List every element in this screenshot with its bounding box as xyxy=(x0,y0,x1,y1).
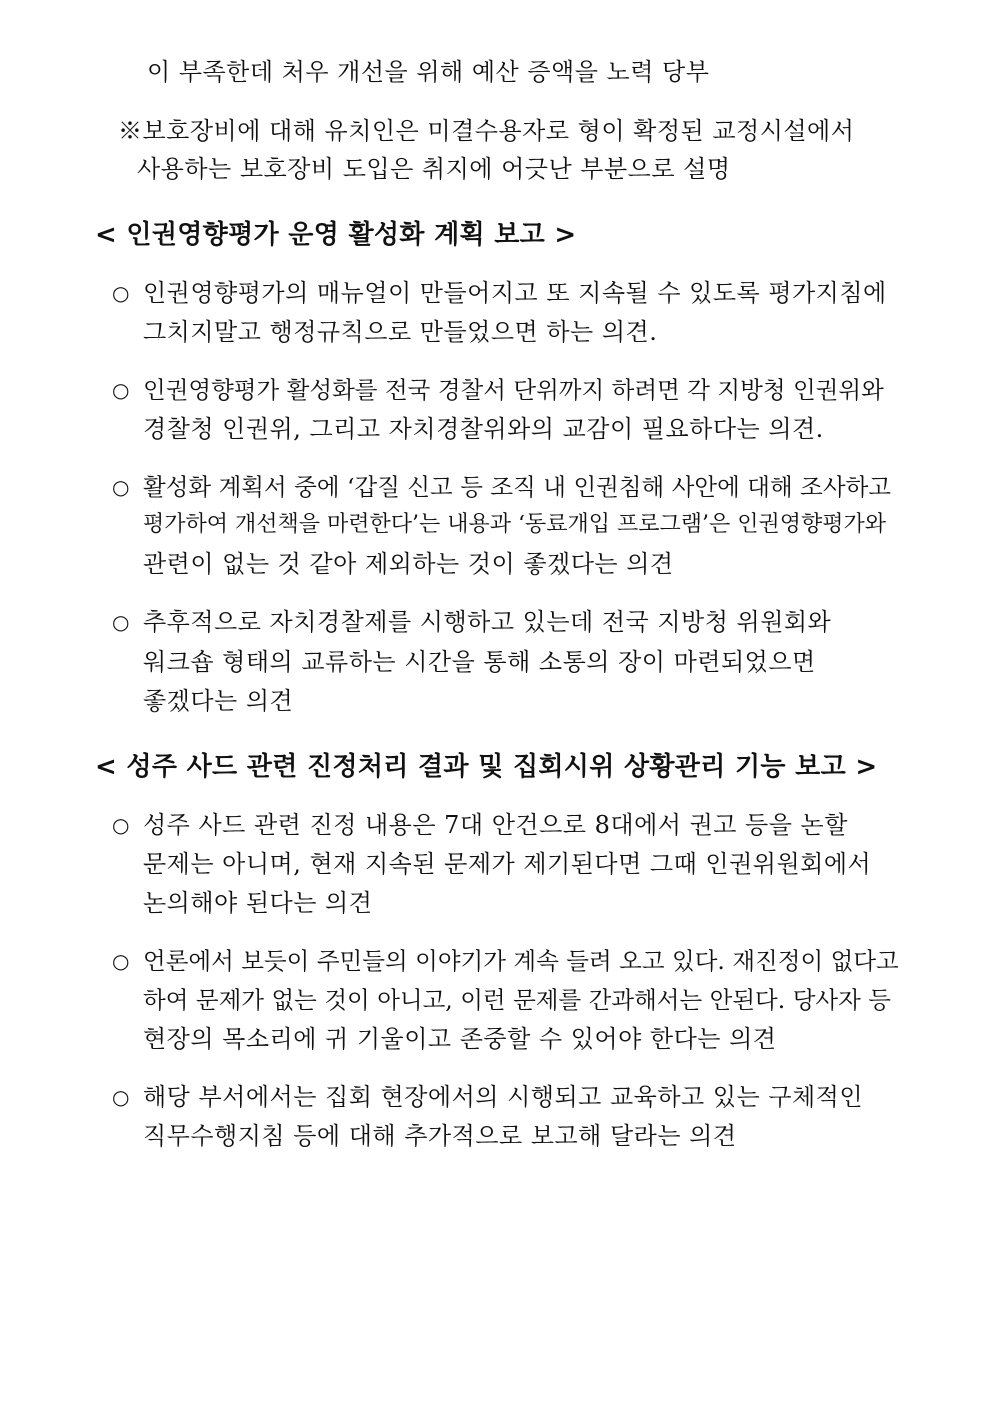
item-line: 평가하여 개선책을 마련한다’는 내용과 ‘동료개입 프로그램’은 인권영향평가와 xyxy=(143,512,887,537)
bullet-icon: ○ xyxy=(112,949,130,973)
item-line: 현장의 목소리에 귀 기울이고 존중할 수 있어야 한다는 의견 xyxy=(143,1025,777,1053)
item-line: 성주 사드 관련 진정 내용은 7대 안건으로 8대에서 권고 등을 논할 xyxy=(143,811,848,839)
item-line: 활성화 계획서 중에 ‘갑질 신고 등 조직 내 인권침해 사안에 대해 조사하고 xyxy=(143,473,891,501)
section-heading-human-rights-impact: < 인권영향평가 운영 활성화 계획 보고 > xyxy=(95,220,577,250)
bullet-icon: ○ xyxy=(112,813,130,837)
note-line-2: 사용하는 보호장비 도입은 취지에 어긋난 부분으로 설명 xyxy=(137,155,731,183)
item-line: 직무수행지침 등에 대해 추가적으로 보고해 달라는 의견 xyxy=(143,1122,737,1150)
item-line: 문제는 아니며, 현재 지속된 문제가 제기된다면 그때 인권위원회에서 xyxy=(143,850,872,878)
item-line: 추후적으로 자치경찰제를 시행하고 있는데 전국 지방청 위원회와 xyxy=(143,608,832,636)
item-line: 하여 문제가 없는 것이 아니고, 이런 문제를 간과해서는 안된다. 당사자 등 xyxy=(143,986,891,1014)
item-line: 인권영향평가 활성화를 전국 경찰서 단위까지 하려면 각 지방청 인권위와 xyxy=(143,376,884,404)
item-line: 워크숍 형태의 교류하는 시간을 통해 소통의 장이 마련되었으면 xyxy=(143,648,816,676)
item-line: 경찰청 인권위, 그리고 자치경찰위와의 교감이 필요하다는 의견. xyxy=(143,415,824,443)
bullet-icon: ○ xyxy=(112,610,130,634)
bullet-icon: ○ xyxy=(112,378,130,402)
item-line: 논의해야 된다는 의견 xyxy=(143,889,373,917)
item-line: 좋겠다는 의견 xyxy=(143,687,294,715)
item-line: 인권영향평가의 매뉴얼이 만들어지고 또 지속될 수 있도록 평가지침에 xyxy=(143,279,887,307)
bullet-icon: ○ xyxy=(112,281,130,305)
intro-line: 이 부족한데 처우 개선을 위해 예산 증액을 노력 당부 xyxy=(147,58,710,86)
item-line: 그치지말고 행정규칙으로 만들었으면 하는 의견. xyxy=(143,318,658,346)
item-line: 관련이 없는 것 같아 제외하는 것이 좋겠다는 의견 xyxy=(143,550,674,578)
bullet-icon: ○ xyxy=(112,475,130,499)
bullet-icon: ○ xyxy=(112,1085,130,1109)
note-line-1: ※보호장비에 대해 유치인은 미결수용자로 형이 확정된 교정시설에서 xyxy=(118,117,855,145)
item-line: 언론에서 보듯이 주민들의 이야기가 계속 들려 오고 있다. 재진정이 없다고 xyxy=(143,947,899,975)
section-heading-seongju-thaad: < 성주 사드 관련 진정처리 결과 및 집회시위 상황관리 기능 보고 > xyxy=(95,752,878,782)
item-line: 해당 부서에서는 집회 현장에서의 시행되고 교육하고 있는 구체적인 xyxy=(143,1083,864,1111)
